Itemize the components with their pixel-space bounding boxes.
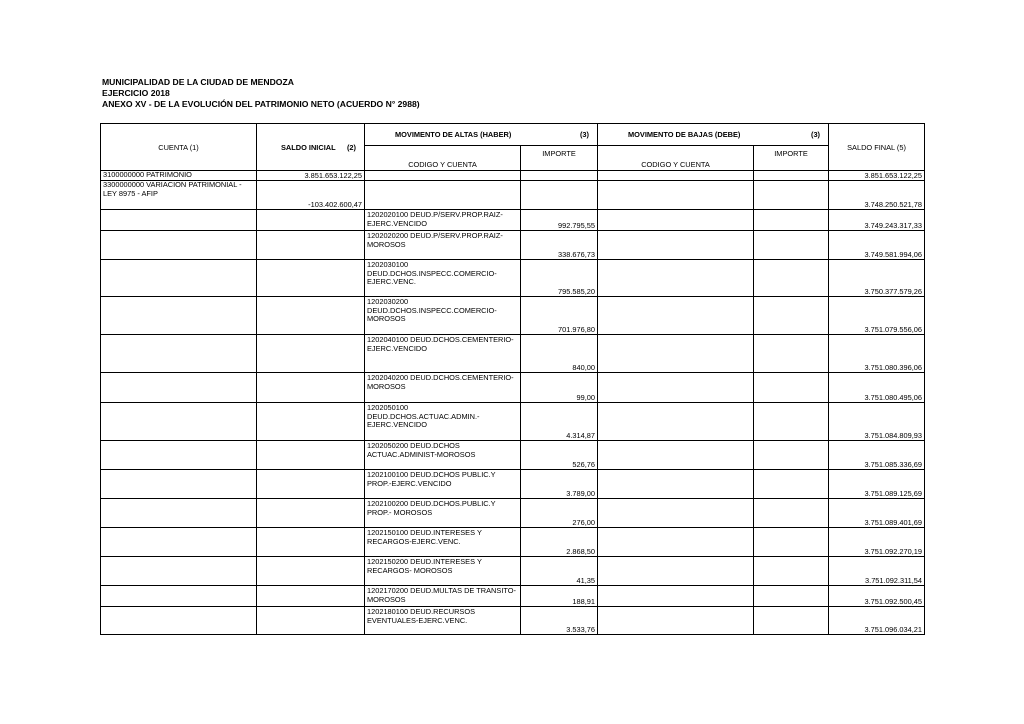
table-row — [101, 470, 925, 499]
cuenta-cell — [101, 441, 257, 470]
codigo-altas-cell: 1202040200 DEUD.DCHOS.CEMENTERIO-MOROSOS — [365, 373, 521, 403]
importe-altas-cell — [521, 171, 598, 181]
cuenta-cell — [101, 499, 257, 528]
cuenta-cell: 3100000000 PATRIMONIO — [101, 171, 257, 181]
saldo-inicial-cell — [257, 260, 365, 297]
cuenta-cell — [101, 210, 257, 231]
importe-bajas-cell — [754, 171, 829, 181]
column-header-codigo-bajas: CODIGO Y CUENTA — [598, 146, 754, 171]
importe-bajas-cell — [754, 586, 829, 607]
importe-altas-cell: 795.585,20 — [521, 260, 598, 297]
codigo-altas-cell: 1202050200 DEUD.DCHOS ACTUAC.ADMINIST-MOROSOS — [365, 441, 521, 470]
saldo-inicial-cell: 3.851.653.122,25 — [257, 171, 365, 181]
table-row — [101, 335, 925, 373]
table-row — [101, 260, 925, 297]
codigo-altas-cell — [365, 171, 521, 181]
importe-altas-cell: 41,35 — [521, 557, 598, 586]
importe-bajas-cell — [754, 373, 829, 403]
importe-altas-cell: 3.533,76 — [521, 607, 598, 635]
codigo-altas-cell — [365, 181, 521, 210]
codigo-bajas-cell — [598, 210, 754, 231]
codigo-altas-cell: 1202170200 DEUD.MULTAS DE TRANSITO- MOROSOS — [365, 586, 521, 607]
importe-altas-cell: 99,00 — [521, 373, 598, 403]
saldo-inicial-cell — [257, 470, 365, 499]
table-row — [101, 499, 925, 528]
codigo-bajas-cell — [598, 171, 754, 181]
saldo-inicial-cell — [257, 607, 365, 635]
table-row — [101, 297, 925, 335]
table-row — [101, 403, 925, 441]
cuenta-cell — [101, 557, 257, 586]
saldo-inicial-cell — [257, 441, 365, 470]
annex-title: ANEXO XV - DE LA EVOLUCIÓN DEL PATRIMONIO NETO (ACUERDO N° 2988) — [102, 99, 420, 109]
cuenta-cell — [101, 260, 257, 297]
codigo-altas-cell: 1202150100 DEUD.INTERESES Y RECARGOS-EJERC.VENC. — [365, 528, 521, 557]
cuenta-cell — [101, 231, 257, 260]
importe-bajas-cell — [754, 499, 829, 528]
cuenta-cell — [101, 403, 257, 441]
importe-bajas-cell — [754, 181, 829, 210]
saldo-final-cell: 3.851.653.122,25 — [829, 171, 925, 181]
saldo-final-cell: 3.751.080.396,06 — [829, 335, 925, 373]
importe-altas-cell: 4.314,87 — [521, 403, 598, 441]
importe-altas-cell: 3.789,00 — [521, 470, 598, 499]
codigo-altas-cell: 1202100200 DEUD.DCHOS.PUBLIC.Y PROP.- MOROSOS — [365, 499, 521, 528]
saldo-final-cell: 3.751.079.556,06 — [829, 297, 925, 335]
importe-bajas-cell — [754, 470, 829, 499]
codigo-altas-cell: 1202020100 DEUD.P/SERV.PROP.RAIZ-EJERC.VENCIDO — [365, 210, 521, 231]
table-row — [101, 607, 925, 635]
codigo-bajas-cell — [598, 231, 754, 260]
codigo-altas-cell: 1202050100 DEUD.DCHOS.ACTUAC.ADMIN.-EJERC.VENCIDO — [365, 403, 521, 441]
importe-bajas-cell — [754, 441, 829, 470]
column-header-cuenta: CUENTA (1) — [101, 124, 257, 171]
codigo-bajas-cell — [598, 528, 754, 557]
importe-bajas-cell — [754, 528, 829, 557]
codigo-bajas-cell — [598, 297, 754, 335]
table-row — [101, 586, 925, 607]
saldo-inicial-cell — [257, 210, 365, 231]
cuenta-cell — [101, 528, 257, 557]
saldo-final-cell: 3.751.092.270,19 — [829, 528, 925, 557]
codigo-bajas-cell — [598, 557, 754, 586]
saldo-final-cell: 3.751.080.495,06 — [829, 373, 925, 403]
codigo-altas-cell: 1202030100 DEUD.DCHOS.INSPECC.COMERCIO-EJERC.VENC. — [365, 260, 521, 297]
saldo-final-cell: 3.750.377.579,26 — [829, 260, 925, 297]
codigo-bajas-cell — [598, 499, 754, 528]
codigo-bajas-cell — [598, 373, 754, 403]
importe-altas-cell: 188,91 — [521, 586, 598, 607]
saldo-inicial-cell: -103.402.600,47 — [257, 181, 365, 210]
cuenta-cell — [101, 607, 257, 635]
codigo-bajas-cell — [598, 181, 754, 210]
codigo-bajas-cell — [598, 470, 754, 499]
codigo-altas-cell: 1202180100 DEUD.RECURSOS EVENTUALES-EJERC.VENC. — [365, 607, 521, 635]
codigo-altas-cell: 1202020200 DEUD.P/SERV.PROP.RAIZ-MOROSOS — [365, 231, 521, 260]
saldo-inicial-cell — [257, 335, 365, 373]
saldo-inicial-cell — [257, 557, 365, 586]
codigo-bajas-cell — [598, 260, 754, 297]
saldo-final-cell: 3.749.581.994,06 — [829, 231, 925, 260]
importe-altas-cell: 992.795,55 — [521, 210, 598, 231]
importe-bajas-cell — [754, 335, 829, 373]
cuenta-cell — [101, 297, 257, 335]
codigo-altas-cell: 1202030200 DEUD.DCHOS.INSPECC.COMERCIO-MOROSOS — [365, 297, 521, 335]
cuenta-cell — [101, 373, 257, 403]
importe-bajas-cell — [754, 231, 829, 260]
saldo-inicial-cell — [257, 586, 365, 607]
saldo-final-cell: 3.751.092.311,54 — [829, 557, 925, 586]
saldo-final-cell: 3.751.085.336,69 — [829, 441, 925, 470]
saldo-final-cell: 3.748.250.521,78 — [829, 181, 925, 210]
equity-evolution-table — [100, 123, 925, 635]
table-row — [101, 231, 925, 260]
saldo-final-cell: 3.751.092.500,45 — [829, 586, 925, 607]
table-row — [101, 557, 925, 586]
municipality-title: MUNICIPALIDAD DE LA CIUDAD DE MENDOZA — [102, 77, 294, 87]
importe-bajas-cell — [754, 297, 829, 335]
table-row — [101, 171, 925, 181]
table-row — [101, 441, 925, 470]
importe-altas-cell: 338.676,73 — [521, 231, 598, 260]
column-header-saldo-inicial: SALDO INICIAL (2) — [257, 124, 365, 171]
saldo-inicial-cell — [257, 499, 365, 528]
column-header-importe-altas: IMPORTE — [521, 146, 598, 171]
column-header-saldo-final: SALDO FINAL (5) — [829, 124, 925, 171]
importe-altas-cell: 701.976,80 — [521, 297, 598, 335]
saldo-inicial-cell — [257, 297, 365, 335]
column-header-bajas: MOVIMENTO DE BAJAS (DEBE) (3) — [598, 124, 829, 146]
fiscal-year: EJERCICIO 2018 — [102, 88, 170, 98]
table-row — [101, 210, 925, 231]
importe-bajas-cell — [754, 607, 829, 635]
codigo-altas-cell: 1202040100 DEUD.DCHOS.CEMENTERIO-EJERC.VENCIDO — [365, 335, 521, 373]
importe-altas-cell: 276,00 — [521, 499, 598, 528]
column-header-importe-bajas: IMPORTE — [754, 146, 829, 171]
codigo-bajas-cell — [598, 586, 754, 607]
importe-bajas-cell — [754, 260, 829, 297]
saldo-inicial-cell — [257, 403, 365, 441]
importe-bajas-cell — [754, 403, 829, 441]
codigo-bajas-cell — [598, 607, 754, 635]
saldo-inicial-cell — [257, 231, 365, 260]
codigo-altas-cell: 1202100100 DEUD.DCHOS PUBLIC.Y PROP.-EJERC.VENCIDO — [365, 470, 521, 499]
cuenta-cell — [101, 586, 257, 607]
saldo-final-cell: 3.749.243.317,33 — [829, 210, 925, 231]
cuenta-cell — [101, 470, 257, 499]
codigo-altas-cell: 1202150200 DEUD.INTERESES Y RECARGOS- MOROSOS — [365, 557, 521, 586]
cuenta-cell: 3300000000 VARIACION PATRIMONIAL - LEY 8975 - AFIP — [101, 181, 257, 210]
codigo-bajas-cell — [598, 335, 754, 373]
importe-bajas-cell — [754, 557, 829, 586]
saldo-inicial-cell — [257, 528, 365, 557]
column-header-codigo-altas: CODIGO Y CUENTA — [365, 146, 521, 171]
codigo-bajas-cell — [598, 441, 754, 470]
column-header-altas: MOVIMENTO DE ALTAS (HABER) (3) — [365, 124, 598, 146]
saldo-final-cell: 3.751.084.809,93 — [829, 403, 925, 441]
codigo-bajas-cell — [598, 403, 754, 441]
saldo-final-cell: 3.751.089.401,69 — [829, 499, 925, 528]
saldo-inicial-cell — [257, 373, 365, 403]
saldo-final-cell: 3.751.096.034,21 — [829, 607, 925, 635]
importe-bajas-cell — [754, 210, 829, 231]
importe-altas-cell: 2.868,50 — [521, 528, 598, 557]
importe-altas-cell: 840,00 — [521, 335, 598, 373]
table-row — [101, 528, 925, 557]
report-header — [102, 77, 420, 110]
saldo-final-cell: 3.751.089.125,69 — [829, 470, 925, 499]
table-row — [101, 373, 925, 403]
importe-altas-cell: 526,76 — [521, 441, 598, 470]
importe-altas-cell — [521, 181, 598, 210]
table-row — [101, 181, 925, 210]
cuenta-cell — [101, 335, 257, 373]
